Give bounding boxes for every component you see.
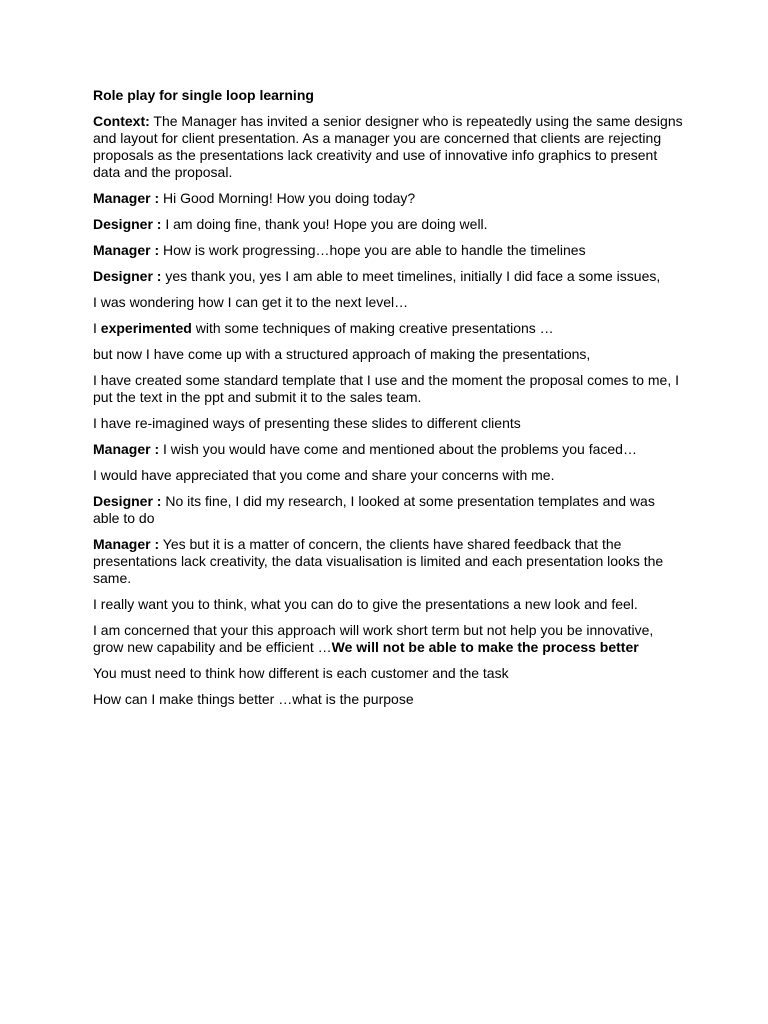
dialogue-line <box>93 596 683 613</box>
dialogue-line <box>93 242 683 259</box>
line-text: Yes but it is a matter of concern, the clients have shared feedback that the presentations lack creativity, the data visualisation is limited and each presentation looks the same. <box>93 536 664 586</box>
dialogue-line <box>93 190 683 207</box>
document-title: Role play for single loop learning <box>93 87 314 103</box>
line-text: I am doing fine, thank you! Hope you are doing well. <box>161 216 488 232</box>
context-text: The Manager has invited a senior designer who is repeatedly using the same designs and layout for client presentation. As a manager you are concerned that clients are rejecting proposals as the presentations lack creativity and use of innovative info graphics to present data and the proposal. <box>93 113 683 180</box>
dialogue-line <box>93 441 683 458</box>
context-paragraph <box>93 113 683 181</box>
context-label: Context: <box>93 113 150 129</box>
line-text: How can I make things better …what is the purpose <box>93 691 414 707</box>
document-page <box>93 87 683 717</box>
dialogue-line <box>93 294 683 311</box>
line-text: I have re-imagined ways of presenting these slides to different clients <box>93 415 521 431</box>
line-text: with some techniques of making creative presentations … <box>191 320 554 336</box>
line-text: I was wondering how I can get it to the next level… <box>93 294 409 310</box>
emphasis-text: experimented <box>100 320 192 336</box>
dialogue-line <box>93 320 683 337</box>
dialogue-line <box>93 691 683 708</box>
dialogue-line <box>93 467 683 484</box>
dialogue-line <box>93 622 683 656</box>
line-text: You must need to think how different is each customer and the task <box>93 665 509 681</box>
dialogue-line <box>93 665 683 682</box>
line-text: I would have appreciated that you come and share your concerns with me. <box>93 467 555 483</box>
line-text: but now I have come up with a structured approach of making the presentations, <box>93 346 591 362</box>
dialogue-line <box>93 372 683 406</box>
speaker-label: Manager : <box>93 441 160 457</box>
dialogue-line <box>93 268 683 285</box>
line-text: I wish you would have come and mentioned about the problems you faced… <box>159 441 637 457</box>
line-text: How is work progressing…hope you are able to handle the timelines <box>159 242 586 258</box>
speaker-label: Manager : <box>93 536 160 552</box>
line-text: I am concerned that your this approach will work short term but not help you be innovative, grow new capability and be efficient … <box>93 622 654 655</box>
speaker-label: Designer : <box>93 268 162 284</box>
speaker-label: Designer : <box>93 216 162 232</box>
speaker-label: Designer : <box>93 493 162 509</box>
emphasis-text: We will not be able to make the process better <box>331 639 639 655</box>
speaker-label: Manager : <box>93 242 160 258</box>
dialogue-line <box>93 415 683 432</box>
dialogue-line <box>93 216 683 233</box>
dialogue-line <box>93 346 683 363</box>
line-text: I really want you to think, what you can do to give the presentations a new look and feel. <box>93 596 638 612</box>
dialogue-line <box>93 536 683 587</box>
dialogue <box>93 190 683 708</box>
line-text: Hi Good Morning! How you doing today? <box>159 190 416 206</box>
line-text: yes thank you, yes I am able to meet timelines, initially I did face a some issues, <box>161 268 661 284</box>
line-text: No its fine, I did my research, I looked at some presentation templates and was able to do <box>93 493 655 526</box>
speaker-label: Manager : <box>93 190 160 206</box>
dialogue-line <box>93 493 683 527</box>
line-prefix: I <box>93 320 101 336</box>
line-text: I have created some standard template that I use and the moment the proposal comes to me, I put the text in the ppt and submit it to the sales team. <box>93 372 679 405</box>
